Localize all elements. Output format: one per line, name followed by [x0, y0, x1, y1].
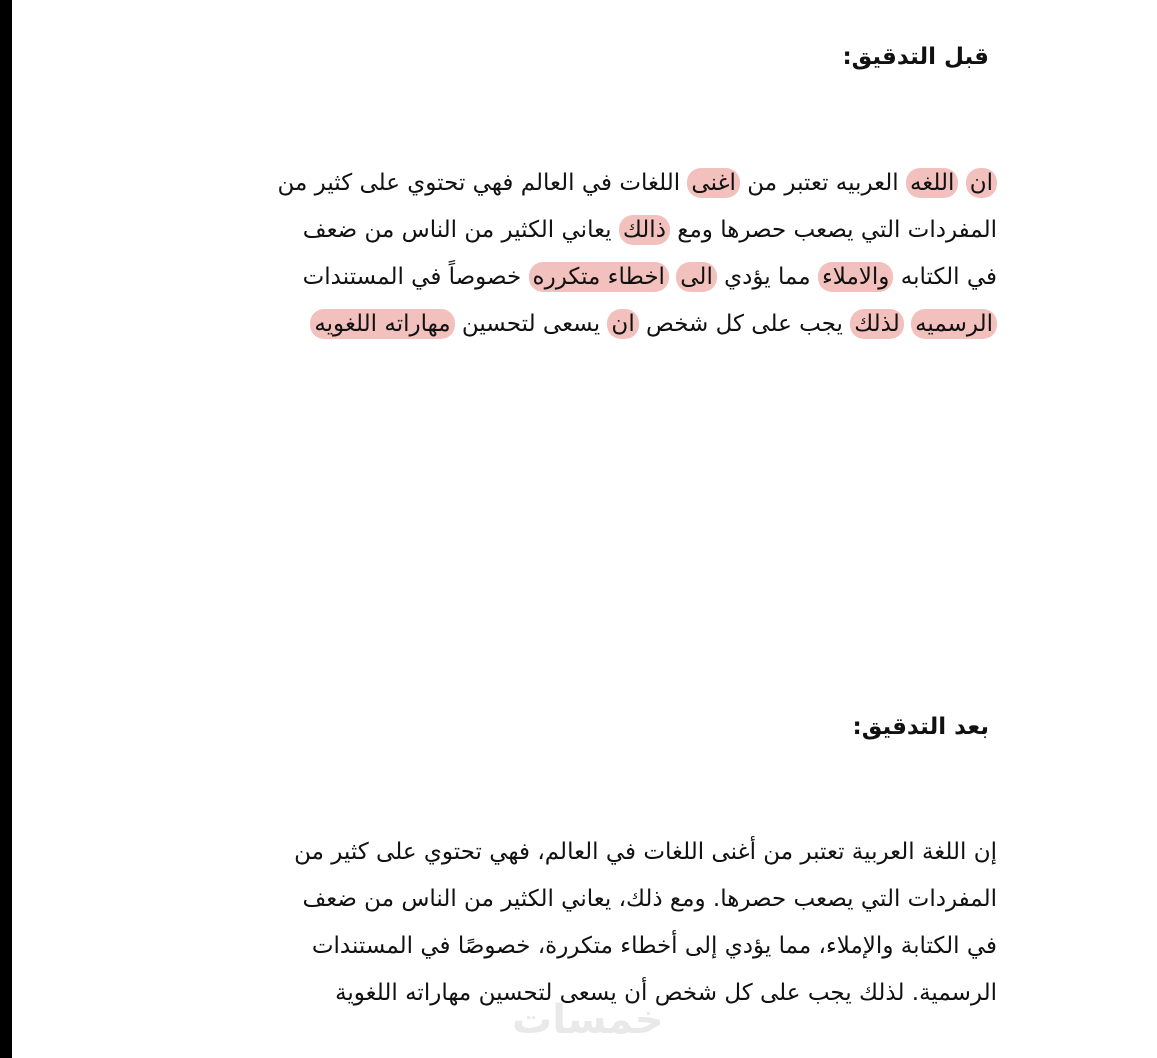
after-proofreading-paragraph — [197, 829, 997, 1017]
highlighted-error: ذالك — [619, 215, 670, 245]
paragraph-line — [197, 254, 997, 301]
highlighted-error: لذلك — [850, 309, 903, 339]
text-segment: يسعى لتحسين — [454, 311, 608, 337]
before-proofreading-heading: قبل التدقيق: — [842, 44, 989, 70]
khamsat-watermark: خمسات — [512, 997, 664, 1043]
paragraph-line: الرسمية. لذلك يجب على كل شخص أن يسعى لتحسين مهاراته اللغوية — [335, 980, 997, 1006]
paragraph-line — [197, 301, 997, 348]
document-page — [12, 0, 1157, 1058]
before-proofreading-paragraph — [197, 160, 997, 348]
highlighted-error: مهاراته اللغويه — [310, 309, 454, 339]
highlighted-error: اخطاء متكرره — [529, 262, 669, 292]
text-segment: العربيه تعتبر من — [739, 170, 906, 196]
text-segment: خصوصاً في المستندات — [302, 264, 529, 290]
text-segment — [904, 311, 911, 337]
text-segment: في الكتابه — [893, 264, 997, 290]
paragraph-line: إن اللغة العربية تعتبر من أغنى اللغات في العالم، فهي تحتوي على كثير من — [294, 839, 997, 865]
left-edge-bar — [0, 0, 12, 1058]
paragraph-line — [197, 160, 997, 207]
text-segment: اللغات في العالم فهي تحتوي على كثير من — [277, 170, 688, 196]
highlighted-error: ان — [966, 168, 997, 198]
highlighted-error: الى — [676, 262, 717, 292]
after-proofreading-heading: بعد التدقيق: — [852, 714, 989, 740]
text-segment: المفردات التي يصعب حصرها ومع — [669, 217, 997, 243]
highlighted-error: اللغه — [906, 168, 958, 198]
highlighted-error: اغنى — [687, 168, 740, 198]
text-segment — [958, 170, 965, 196]
paragraph-line — [197, 207, 997, 254]
paragraph-line: المفردات التي يصعب حصرها. ومع ذلك، يعاني الكثير من الناس من ضعف — [302, 886, 997, 912]
highlighted-error: والاملاء — [818, 262, 893, 292]
highlighted-error: الرسميه — [911, 309, 997, 339]
text-segment: يجب على كل شخص — [638, 311, 851, 337]
text-segment: يعاني الكثير من الناس من ضعف — [302, 217, 619, 243]
text-segment: مما يؤدي — [716, 264, 818, 290]
paragraph-line: في الكتابة والإملاء، مما يؤدي إلى أخطاء متكررة، خصوصًا في المستندات — [311, 933, 997, 959]
highlighted-error: ان — [607, 309, 638, 339]
